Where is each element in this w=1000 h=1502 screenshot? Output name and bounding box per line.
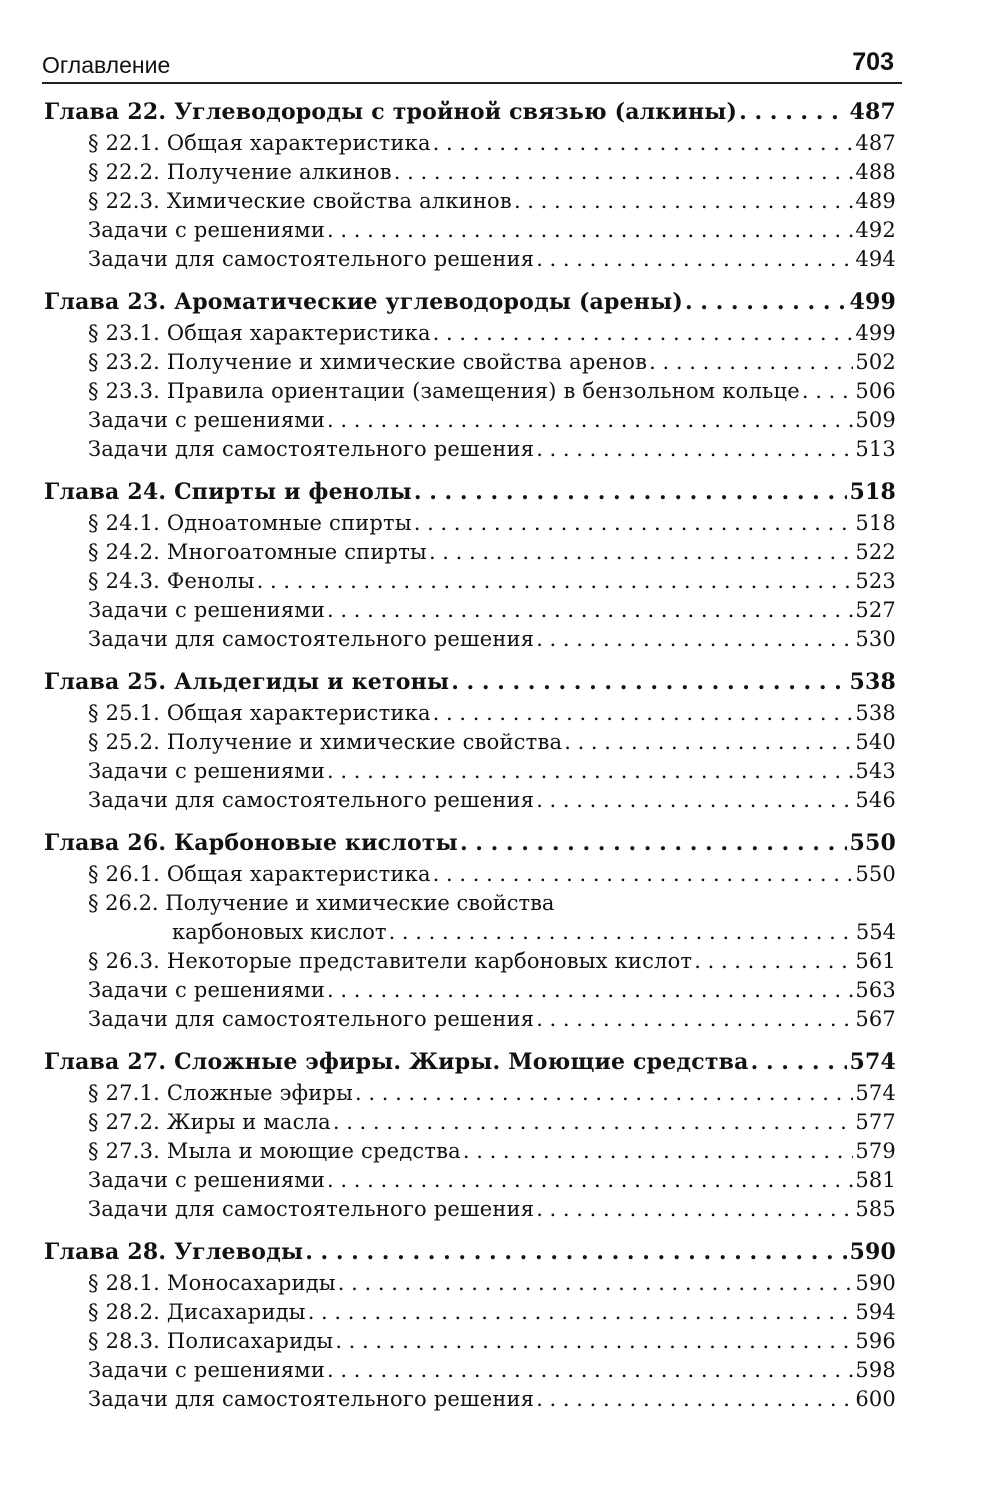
dot-leader — [536, 1195, 853, 1224]
chapter-heading — [44, 1046, 896, 1079]
dot-leader — [355, 1079, 853, 1108]
toc-entry — [44, 1298, 896, 1327]
chapter-title: Глава 28. Углеводы — [44, 1239, 304, 1265]
dot-leader — [536, 786, 853, 815]
entry-page-number: 543 — [855, 759, 896, 783]
toc-entry — [44, 1079, 896, 1108]
entry-page-number: 600 — [855, 1387, 896, 1411]
entry-title: Задачи для самостоятельного решения — [88, 247, 535, 271]
chapter-heading — [44, 476, 896, 509]
entry-title: Задачи с решениями — [88, 218, 326, 242]
dot-leader — [327, 1166, 853, 1195]
toc-chapter — [44, 666, 896, 815]
entry-title: § 25.2. Получение и химические свойства — [88, 730, 563, 754]
entry-title: § 22.3. Химические свойства алкинов — [88, 189, 512, 213]
dot-leader — [514, 187, 853, 216]
chapter-title: Глава 23. Ароматические углеводороды (арены) — [44, 289, 683, 315]
dot-leader — [327, 1356, 853, 1385]
running-header — [42, 50, 902, 84]
entry-title: § 23.1. Общая характеристика — [88, 321, 431, 345]
dot-leader — [433, 860, 854, 889]
entry-title: § 27.1. Сложные эфиры — [88, 1081, 354, 1105]
toc-entry — [44, 757, 896, 786]
toc-entry — [44, 596, 896, 625]
toc-entry — [44, 435, 896, 464]
entry-title: § 26.3. Некоторые представители карбоновых кислот — [88, 949, 693, 973]
entry-page-number: 502 — [855, 350, 896, 374]
entry-page-number: 581 — [855, 1168, 896, 1192]
entry-page-number: 567 — [855, 1007, 896, 1031]
entry-title: Задачи для самостоятельного решения — [88, 437, 535, 461]
dot-leader — [685, 286, 848, 319]
dot-leader — [536, 435, 853, 464]
entry-page-number: 506 — [855, 379, 896, 403]
toc-entry — [44, 889, 896, 947]
dot-leader — [327, 596, 853, 625]
chapter-page-number: 590 — [849, 1239, 896, 1265]
toc-chapter — [44, 827, 896, 1034]
toc-entry — [44, 1356, 896, 1385]
entry-page-number: 585 — [855, 1197, 896, 1221]
entry-title: Задачи с решениями — [88, 1358, 326, 1382]
toc-entry — [44, 129, 896, 158]
entry-page-number: 513 — [855, 437, 896, 461]
toc-entry — [44, 625, 896, 654]
entry-title: Задачи с решениями — [88, 978, 326, 1002]
entry-page-number: 598 — [855, 1358, 896, 1382]
dot-leader — [433, 129, 854, 158]
header-page-number: 703 — [852, 48, 894, 76]
entry-page-number: 492 — [855, 218, 896, 242]
entry-page-number: 563 — [855, 978, 896, 1002]
entry-title: Задачи с решениями — [88, 759, 326, 783]
entry-title-continuation: карбоновых кислот — [172, 920, 387, 944]
entry-title: § 26.1. Общая характеристика — [88, 862, 431, 886]
entry-page-number: 530 — [855, 627, 896, 651]
entry-title: § 24.1. Одноатомные спирты — [88, 511, 412, 535]
toc-chapter — [44, 1046, 896, 1224]
entry-page-number: 579 — [855, 1139, 896, 1163]
toc-entry — [44, 348, 896, 377]
entry-page-number: 590 — [855, 1271, 896, 1295]
toc-entry — [44, 1327, 896, 1356]
toc-entry — [44, 699, 896, 728]
toc-chapter — [44, 476, 896, 654]
chapter-title: Глава 24. Спирты и фенолы — [44, 479, 412, 505]
toc-entry — [44, 1269, 896, 1298]
dot-leader — [433, 319, 854, 348]
chapter-page-number: 574 — [849, 1049, 896, 1075]
entry-title: § 23.3. Правила ориентации (замещения) в бензольном кольце — [88, 379, 800, 403]
entry-title: § 25.1. Общая характеристика — [88, 701, 431, 725]
dot-leader — [429, 538, 853, 567]
dot-leader — [338, 1269, 854, 1298]
dot-leader — [460, 827, 848, 860]
dot-leader — [308, 1298, 854, 1327]
entry-title: Задачи с решениями — [88, 408, 326, 432]
chapter-title: Глава 22. Углеводороды с тройной связью (алкины) — [44, 99, 738, 125]
entry-page-number: 527 — [855, 598, 896, 622]
entry-page-number: 522 — [855, 540, 896, 564]
entry-title: Задачи для самостоятельного решения — [88, 1387, 535, 1411]
entry-page-number: 488 — [855, 160, 896, 184]
entry-page-number: 489 — [855, 189, 896, 213]
entry-title: Задачи с решениями — [88, 1168, 326, 1192]
entry-page-number: 540 — [855, 730, 896, 754]
toc-entry — [44, 1108, 896, 1137]
entry-page-number: 550 — [855, 862, 896, 886]
entry-title: § 28.1. Моносахариды — [88, 1271, 336, 1295]
dot-leader — [536, 245, 853, 274]
entry-title: § 28.3. Полисахариды — [88, 1329, 334, 1353]
entry-title: Задачи для самостоятельного решения — [88, 1007, 535, 1031]
dot-leader — [463, 1137, 853, 1166]
entry-title: § 27.3. Мыла и моющие средства — [88, 1139, 461, 1163]
toc-entry — [44, 786, 896, 815]
entry-title: § 26.2. Получение и химические свойства — [88, 891, 555, 915]
toc-entry — [44, 947, 896, 976]
dot-leader — [394, 158, 854, 187]
toc-entry — [44, 728, 896, 757]
toc-entry — [44, 245, 896, 274]
toc-entry — [44, 538, 896, 567]
dot-leader — [327, 976, 853, 1005]
toc-entry — [44, 1137, 896, 1166]
chapter-page-number: 538 — [849, 669, 896, 695]
dot-leader — [414, 509, 854, 538]
entry-title: § 24.2. Многоатомные спирты — [88, 540, 427, 564]
dot-leader — [333, 1108, 853, 1137]
entry-title: § 22.1. Общая характеристика — [88, 131, 431, 155]
dot-leader — [433, 699, 854, 728]
dot-leader — [414, 476, 848, 509]
dot-leader — [536, 1385, 853, 1414]
toc-entry — [44, 216, 896, 245]
dot-leader — [751, 1046, 848, 1079]
dot-leader — [802, 377, 853, 406]
dot-leader — [335, 1327, 853, 1356]
toc-chapter — [44, 1236, 896, 1414]
chapter-page-number: 487 — [849, 99, 896, 125]
chapter-title: Глава 26. Карбоновые кислоты — [44, 830, 458, 856]
entry-page-number: 546 — [855, 788, 896, 812]
entry-title: § 24.3. Фенолы — [88, 569, 255, 593]
entry-title: § 27.2. Жиры и масла — [88, 1110, 331, 1134]
entry-page-number: 574 — [855, 1081, 896, 1105]
entry-title: Задачи с решениями — [88, 598, 326, 622]
dot-leader — [327, 216, 853, 245]
toc-entry — [44, 377, 896, 406]
chapter-heading — [44, 666, 896, 699]
dot-leader — [649, 348, 853, 377]
toc-entry — [44, 319, 896, 348]
toc-entry — [44, 1385, 896, 1414]
toc-entry — [44, 1005, 896, 1034]
chapter-heading — [44, 286, 896, 319]
chapter-heading — [44, 1236, 896, 1269]
dot-leader — [536, 625, 853, 654]
chapter-page-number: 550 — [849, 830, 896, 856]
toc-entry — [44, 860, 896, 889]
toc-entry — [44, 187, 896, 216]
dot-leader — [257, 567, 854, 596]
header-title: Оглавление — [42, 52, 171, 78]
toc-entry — [44, 406, 896, 435]
toc-entry — [44, 976, 896, 1005]
entry-title: Задачи для самостоятельного решения — [88, 788, 535, 812]
entry-page-number: 499 — [855, 321, 896, 345]
entry-page-number: 594 — [855, 1300, 896, 1324]
dot-leader — [327, 406, 853, 435]
chapter-title: Глава 25. Альдегиды и кетоны — [44, 669, 450, 695]
chapter-page-number: 518 — [849, 479, 896, 505]
dot-leader — [564, 728, 853, 757]
chapter-title: Глава 27. Сложные эфиры. Жиры. Моющие средства — [44, 1049, 749, 1075]
entry-page-number: 523 — [855, 569, 896, 593]
entry-page-number: 554 — [855, 920, 896, 944]
dot-leader — [389, 918, 854, 947]
toc-entry — [44, 1195, 896, 1224]
dot-leader — [739, 96, 847, 129]
entry-page-number: 577 — [855, 1110, 896, 1134]
chapter-heading — [44, 827, 896, 860]
toc-chapter — [44, 96, 896, 274]
entry-page-number: 509 — [855, 408, 896, 432]
toc-chapter — [44, 286, 896, 464]
toc-entry — [44, 567, 896, 596]
entry-title: Задачи для самостоятельного решения — [88, 627, 535, 651]
entry-page-number: 561 — [855, 949, 896, 973]
entry-page-number: 487 — [855, 131, 896, 155]
entry-continuation-line — [44, 918, 896, 947]
toc-entry — [44, 509, 896, 538]
entry-title: § 28.2. Дисахариды — [88, 1300, 306, 1324]
chapter-page-number: 499 — [849, 289, 896, 315]
dot-leader — [327, 757, 853, 786]
dot-leader — [305, 1236, 847, 1269]
entry-title: § 22.2. Получение алкинов — [88, 160, 392, 184]
toc-entry — [44, 1166, 896, 1195]
dot-leader — [536, 1005, 853, 1034]
toc-entry — [44, 158, 896, 187]
chapter-heading — [44, 96, 896, 129]
entry-page-number: 596 — [855, 1329, 896, 1353]
dot-leader — [694, 947, 853, 976]
entry-title: Задачи для самостоятельного решения — [88, 1197, 535, 1221]
entry-page-number: 518 — [855, 511, 896, 535]
entry-page-number: 538 — [855, 701, 896, 725]
entry-page-number: 494 — [855, 247, 896, 271]
entry-title: § 23.2. Получение и химические свойства аренов — [88, 350, 648, 374]
dot-leader — [451, 666, 847, 699]
table-of-contents — [44, 96, 896, 1426]
